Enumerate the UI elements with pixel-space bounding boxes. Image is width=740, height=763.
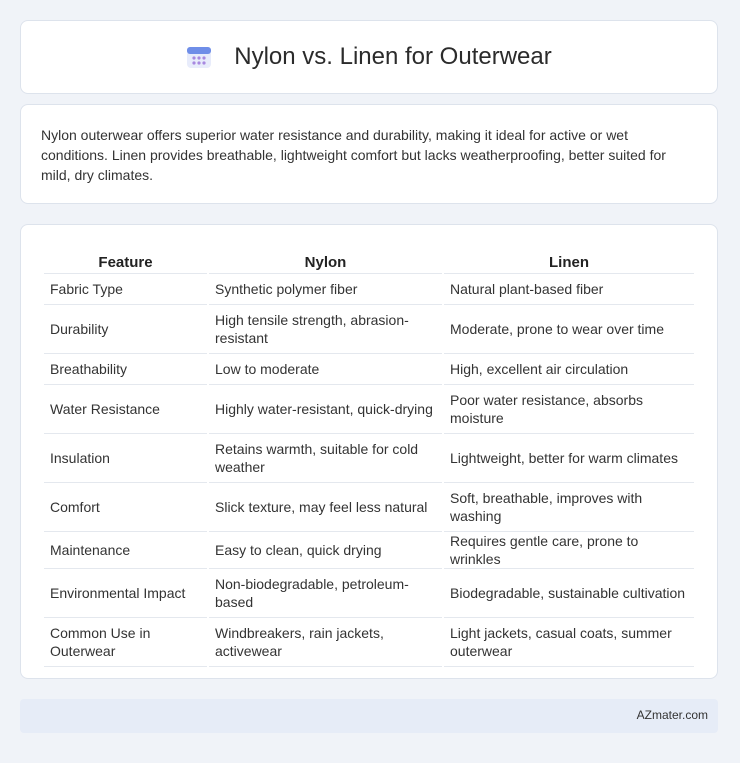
column-header: Nylon <box>209 245 442 274</box>
linen-cell: Lightweight, better for warm climates <box>444 434 694 483</box>
nylon-cell: Low to moderate <box>209 354 442 385</box>
feature-cell: Environmental Impact <box>44 569 207 618</box>
footer-brand[interactable]: AZmater.com <box>636 708 708 722</box>
nylon-cell: Highly water-resistant, quick-drying <box>209 385 442 434</box>
table-row <box>44 532 694 569</box>
feature-cell: Fabric Type <box>44 274 207 305</box>
nylon-cell: Synthetic polymer fiber <box>209 274 442 305</box>
calendar-icon <box>186 44 212 70</box>
column-header: Linen <box>444 245 694 274</box>
table-header-row <box>44 245 694 274</box>
nylon-cell: Slick texture, may feel less natural <box>209 483 442 532</box>
table-row <box>44 354 694 385</box>
page-title: Nylon vs. Linen for Outerwear <box>234 43 552 70</box>
linen-cell: Biodegradable, sustainable cultivation <box>444 569 694 618</box>
nylon-cell: Retains warmth, suitable for cold weather <box>209 434 442 483</box>
linen-cell: Poor water resistance, absorbs moisture <box>444 385 694 434</box>
feature-cell: Water Resistance <box>44 385 207 434</box>
nylon-cell: Easy to clean, quick drying <box>209 532 442 569</box>
linen-cell: Light jackets, casual coats, summer outerwear <box>444 618 694 667</box>
feature-cell: Durability <box>44 305 207 354</box>
table-row <box>44 618 694 667</box>
feature-cell: Insulation <box>44 434 207 483</box>
linen-cell: Natural plant-based fiber <box>444 274 694 305</box>
table-row <box>44 434 694 483</box>
table-row <box>44 483 694 532</box>
feature-cell: Breathability <box>44 354 207 385</box>
column-header: Feature <box>44 245 207 274</box>
footer-bar <box>20 699 718 733</box>
comparison-table <box>42 245 696 667</box>
linen-cell: Moderate, prone to wear over time <box>444 305 694 354</box>
table-row <box>44 385 694 434</box>
linen-cell: Requires gentle care, prone to wrinkles <box>444 532 694 569</box>
feature-cell: Maintenance <box>44 532 207 569</box>
table-row <box>44 569 694 618</box>
nylon-cell: Windbreakers, rain jackets, activewear <box>209 618 442 667</box>
table-row <box>44 274 694 305</box>
title-card <box>20 20 718 94</box>
linen-cell: Soft, breathable, improves with washing <box>444 483 694 532</box>
nylon-cell: High tensile strength, abrasion-resistant <box>209 305 442 354</box>
summary-text: Nylon outerwear offers superior water resistance and durability, making it ideal for active or wet conditions. Linen provides breathable, lightweight comfort but lacks weatherproofing, better suited for mild, dry climates. <box>41 127 666 183</box>
comparison-card <box>20 224 718 679</box>
feature-cell: Comfort <box>44 483 207 532</box>
summary-card <box>20 104 718 204</box>
linen-cell: High, excellent air circulation <box>444 354 694 385</box>
nylon-cell: Non-biodegradable, petroleum-based <box>209 569 442 618</box>
table-row <box>44 305 694 354</box>
feature-cell: Common Use in Outerwear <box>44 618 207 667</box>
